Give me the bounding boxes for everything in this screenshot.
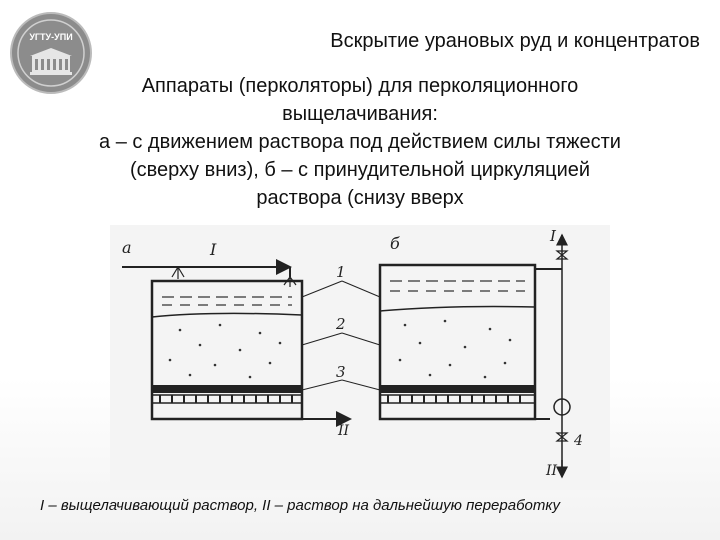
callout-3: 3 xyxy=(336,363,346,381)
stream-II-label: II xyxy=(338,423,350,439)
callout-1: 1 xyxy=(336,263,346,281)
description-line: (сверху вниз), б – с принудительной циркуляцией xyxy=(129,159,591,181)
logo-text: УГТУ-УПИ xyxy=(29,32,73,42)
label-a: а xyxy=(122,238,132,257)
description-line: Аппараты (перколяторы) для перколяционного xyxy=(141,75,579,97)
slide-title: Вскрытие урановых руд и концентратов xyxy=(330,30,700,52)
stream-I-label: I xyxy=(210,240,217,259)
percolator-diagram xyxy=(110,225,610,490)
callout-4: 4 xyxy=(574,433,583,449)
stream-I-label-b: I xyxy=(550,227,556,245)
label-b: б xyxy=(390,234,400,253)
stream-II-label-b: II xyxy=(546,463,558,479)
figure-description xyxy=(20,72,700,212)
description-line: выщелачивания: xyxy=(282,103,438,125)
percolator-diagram-svg xyxy=(110,225,610,490)
description-line: раствора (снизу вверх xyxy=(256,187,464,209)
callout-2: 2 xyxy=(336,315,346,333)
description-line: а – с движением раствора под действием силы тяжести xyxy=(99,131,621,153)
figure-caption: I – выщелачивающий раствор, II – раствор на дальнейшую переработку xyxy=(40,497,560,514)
